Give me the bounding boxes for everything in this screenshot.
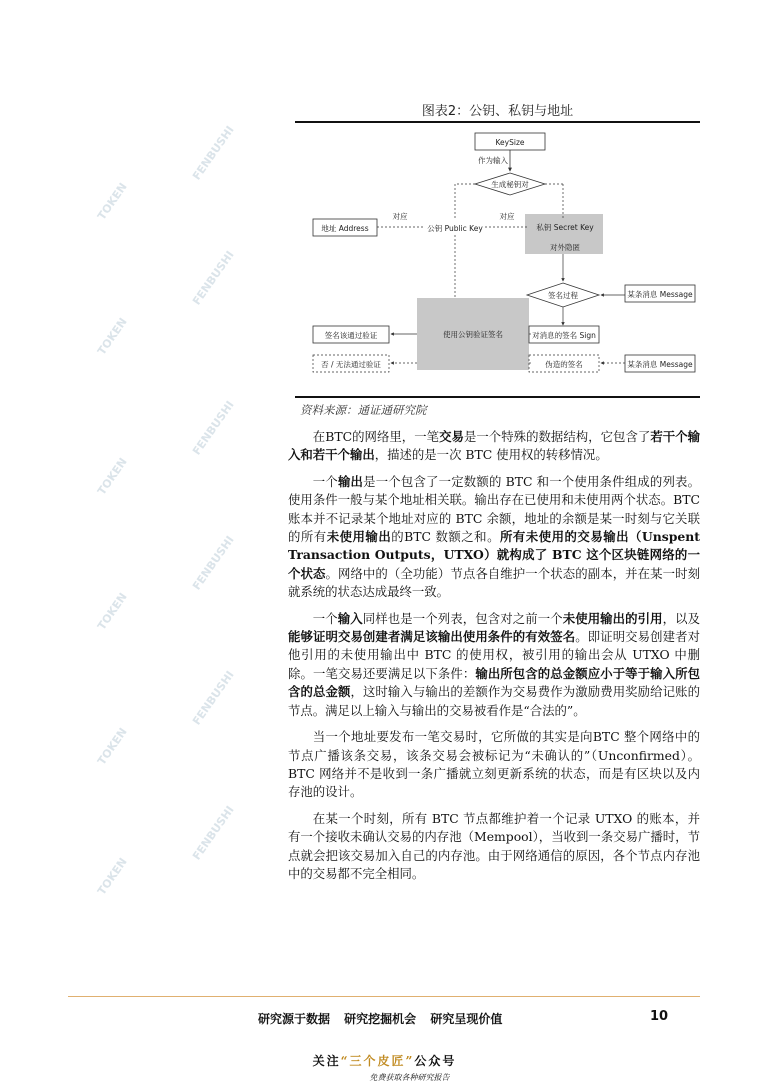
message-2-label: 某条消息 Message bbox=[627, 360, 693, 369]
correspond-right-label: 对应 bbox=[499, 212, 515, 221]
key-address-diagram bbox=[295, 123, 700, 396]
failed-label: 否 / 无法通过验证 bbox=[321, 360, 381, 369]
figure-source: 资料来源：通证通研究院 bbox=[300, 403, 427, 417]
watermark-token: TOKEN bbox=[95, 180, 130, 223]
secret-key-label: 私钥 Secret Key bbox=[536, 223, 594, 232]
watermark-token: TOKEN bbox=[95, 455, 130, 498]
address-label: 地址 Address bbox=[321, 224, 369, 233]
generate-label: 生成秘钥对 bbox=[491, 180, 529, 189]
paragraph-4: 当一个地址要发布一笔交易时，它所做的其实是向BTC 整个网络中的节点广播该条交易，该条交易会被标记为“未确认的”（Unconfirmed）。BTC 网络并不是收到一条广播就立刻更新系统的状态，而是有区块以及内存池的设计。 bbox=[288, 729, 700, 800]
public-key-label: 公钥 Public Key bbox=[427, 224, 483, 233]
sign-process-label: 签名过程 bbox=[548, 291, 578, 300]
page-number: 10 bbox=[650, 1009, 669, 1024]
watermark-token: TOKEN bbox=[95, 590, 130, 633]
message-1-label: 某条消息 Message bbox=[627, 290, 693, 299]
as-input-label: 作为输入 bbox=[478, 156, 508, 165]
paragraph-1: 在BTC的网络里，一笔交易是一个特殊的数据结构，它包含了若干个输入和若干个输出，描述的是一次 BTC 使用权的转移情况。 bbox=[288, 429, 701, 463]
verify-label: 使用公钥验证签名 bbox=[443, 330, 503, 339]
watermark-token: TOKEN bbox=[95, 315, 130, 358]
free-report-line: 免费获取各种研究报告 bbox=[369, 1073, 450, 1082]
keysize-label: KeySize bbox=[495, 138, 525, 147]
footer-slogan: 研究源于数据 研究挖掘机会 研究呈现价值 bbox=[258, 1012, 503, 1026]
sign-label: 对消息的签名 Sign bbox=[532, 331, 596, 340]
body-text bbox=[288, 428, 700, 891]
paragraph-5: 在某一个时刻，所有 BTC 节点都维护着一个记录 UTXO 的账本，并有一个接收未确认交易的内存池（Mempool），当收到一条交易广播时，节点就会把该交易加入自己的内存池。由于网络通信的原因，各个节点内存池中的交易都不完全相同。 bbox=[288, 810, 700, 881]
figure-title: 图表2：公钥、私钥与地址 bbox=[421, 104, 574, 119]
paragraph-3: 一个输入同样也是一个列表，包含对之前一个未使用输出的引用，以及能够证明交易创建者满足该输出使用条件的有效签名。即证明交易创建者对他引用的未使用输出中 BTC 的使用权，被引用的输出会从 UTXO 中删除。一笔交易还要满足以下条件：输出所包含的总金额应小于等于输入所包含的总金额，这时输入与输出的差额作为交易费作为激励费用奖励给记账的节点。满足以上输入与输出的交易被看作是“合法的”。 bbox=[288, 610, 701, 718]
watermark-fenbushi: FENBUSHI bbox=[190, 803, 237, 863]
footer-rule bbox=[68, 996, 700, 997]
watermark-fenbushi: FENBUSHI bbox=[190, 248, 237, 308]
follow-line: 关注“三个皮匠”公众号 bbox=[312, 1054, 457, 1068]
forged-label: 伪造的签名 bbox=[545, 360, 583, 369]
passed-label: 签名该通过验证 bbox=[324, 331, 378, 340]
figure-bottom-rule bbox=[295, 396, 700, 398]
watermark-fenbushi: FENBUSHI bbox=[190, 398, 237, 458]
watermark-fenbushi: FENBUSHI bbox=[190, 123, 237, 183]
watermark-fenbushi: FENBUSHI bbox=[190, 668, 237, 728]
correspond-left-label: 对应 bbox=[392, 212, 408, 221]
watermark-token: TOKEN bbox=[95, 725, 130, 768]
watermark-token: TOKEN bbox=[95, 855, 130, 898]
watermark-fenbushi: FENBUSHI bbox=[190, 533, 237, 593]
paragraph-2: 一个输出是一个包含了一定数额的 BTC 和一个使用条件组成的列表。使用条件一般与某个地址相关联。输出存在已使用和未使用两个状态。BTC 账本并不记录某个地址对应的 BTC 余额，地址的余额是某一时刻与它关联的所有未使用输出的BTC 数额之和。所有未使用的交易输出（Unspent Transaction Outputs，UTXO）就构成了 BTC 这个区块链网络的一个状态。网络中的（全功能）节点各自维护一个状态的副本，并在某一时刻就系统的状态达成最终一致。 bbox=[288, 473, 701, 600]
keep-secret-label: 对外隐匿 bbox=[550, 243, 580, 252]
